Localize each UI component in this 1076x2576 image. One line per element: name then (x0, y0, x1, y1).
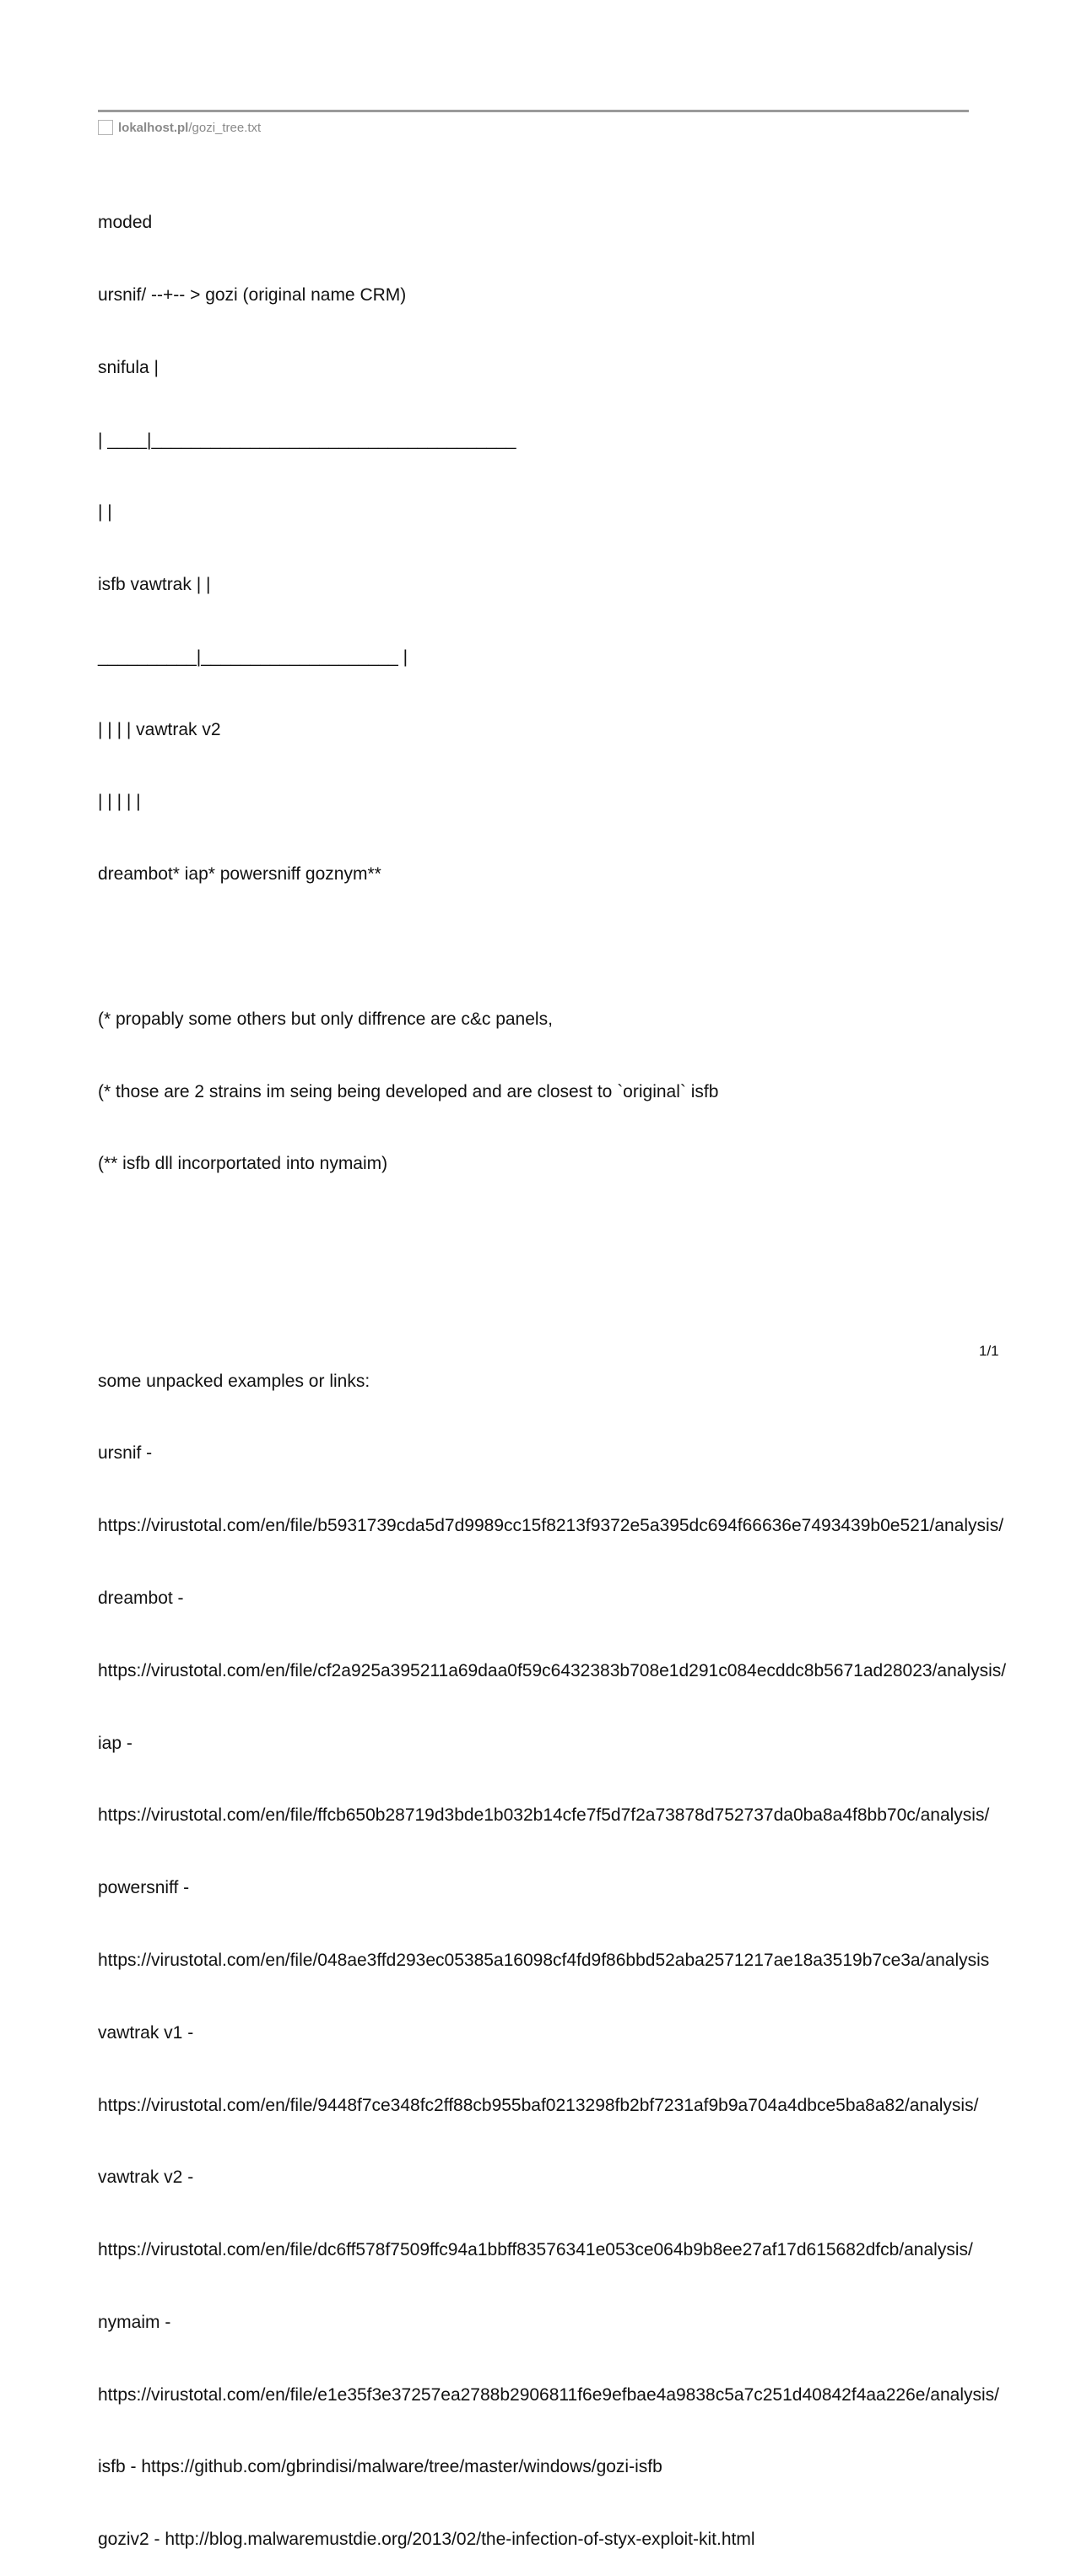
blank-line (98, 935, 1026, 960)
example-link[interactable]: https://virustotal.com/en/file/e1e35f3e37257ea2788b2906811f6e9efbae4a9838c5a7c251d40842f4aa226e/analysis/ (98, 2384, 999, 2405)
tree-line: isfb vawtrak | | (98, 575, 211, 595)
source-url[interactable] (98, 118, 261, 137)
example-label: nymaim - (98, 2312, 171, 2332)
blank-line (98, 1297, 1026, 1322)
note-line: (* propably some others but only diffrence are c&c panels, (98, 1009, 553, 1029)
tree-line: moded (98, 213, 153, 233)
tree-line: ursnif/ --+-- > gozi (original name CRM) (98, 284, 407, 305)
example-label: vawtrak v1 - (98, 2022, 194, 2043)
example-link[interactable]: goziv2 - http://blog.malwaremustdie.org/2013/02/the-infection-of-styx-exploit-kit.html (98, 2530, 755, 2550)
tree-line: snifula | (98, 357, 159, 377)
note-line: (** isfb dll incorportated into nymaim) (98, 1154, 388, 1174)
example-label: vawtrak v2 - (98, 2167, 194, 2188)
tree-line: | | | | vawtrak v2 (98, 719, 221, 739)
page-number: 1/1 (979, 1343, 999, 1359)
example-link[interactable]: https://virustotal.com/en/file/048ae3ffd293ec05385a16098cf4fd9f86bbd52aba2571217ae18a3519b7ce3a/analysis (98, 1950, 990, 1970)
example-label: powersniff - (98, 1878, 190, 1898)
example-label: ursnif - (98, 1443, 153, 1464)
source-path: /gozi_tree.txt (188, 120, 262, 135)
top-divider (98, 110, 969, 112)
tree-line: | ____|_____________________________________ (98, 430, 516, 450)
tree-line: dreambot* iap* powersniff goznym** (98, 864, 381, 885)
example-link[interactable]: https://virustotal.com/en/file/cf2a925a395211a69daa0f59c6432383b708e1d291c084ecddc8b5671ad28023/analysis/ (98, 1660, 1007, 1680)
note-line: (* those are 2 strains im seing being developed and are closest to `original` isfb (98, 1081, 719, 1101)
example-link[interactable]: https://virustotal.com/en/file/b5931739cda5d7d9989cc15f8213f9372e5a395dc694f66636e7493439b0e521/analysis/ (98, 1516, 1004, 1536)
example-link[interactable]: https://virustotal.com/en/file/dc6ff578f7509ffc94a1bbff83576341e053ce064b9b8ee27af17d615682dfcb/analysis/ (98, 2240, 973, 2260)
source-domain: lokalhost.pl (118, 120, 189, 135)
example-link[interactable]: https://virustotal.com/en/file/9448f7ce348fc2ff88cb955baf0213298fb2bf7231af9b9a704a4dbce5ba8a82/analysis/ (98, 2095, 979, 2115)
example-link[interactable]: isfb - https://github.com/gbrindisi/malware/tree/master/windows/gozi-isfb (98, 2457, 662, 2477)
example-label: iap - (98, 1733, 132, 1753)
example-link[interactable]: https://virustotal.com/en/file/ffcb650b28719d3bde1b032b14cfe7f5d7f2a73878d752737da0ba8a4f8bb70c/analysis/ (98, 1805, 990, 1826)
tree-line: | | | | | (98, 792, 141, 812)
page-icon (98, 120, 113, 135)
example-label: dreambot - (98, 1588, 184, 1609)
tree-line: __________|____________________ | (98, 647, 408, 667)
tree-line: | | (98, 502, 112, 522)
blank-line (98, 1225, 1026, 1249)
examples-heading: some unpacked examples or links: (98, 1371, 370, 1391)
document-body (98, 163, 1026, 2576)
